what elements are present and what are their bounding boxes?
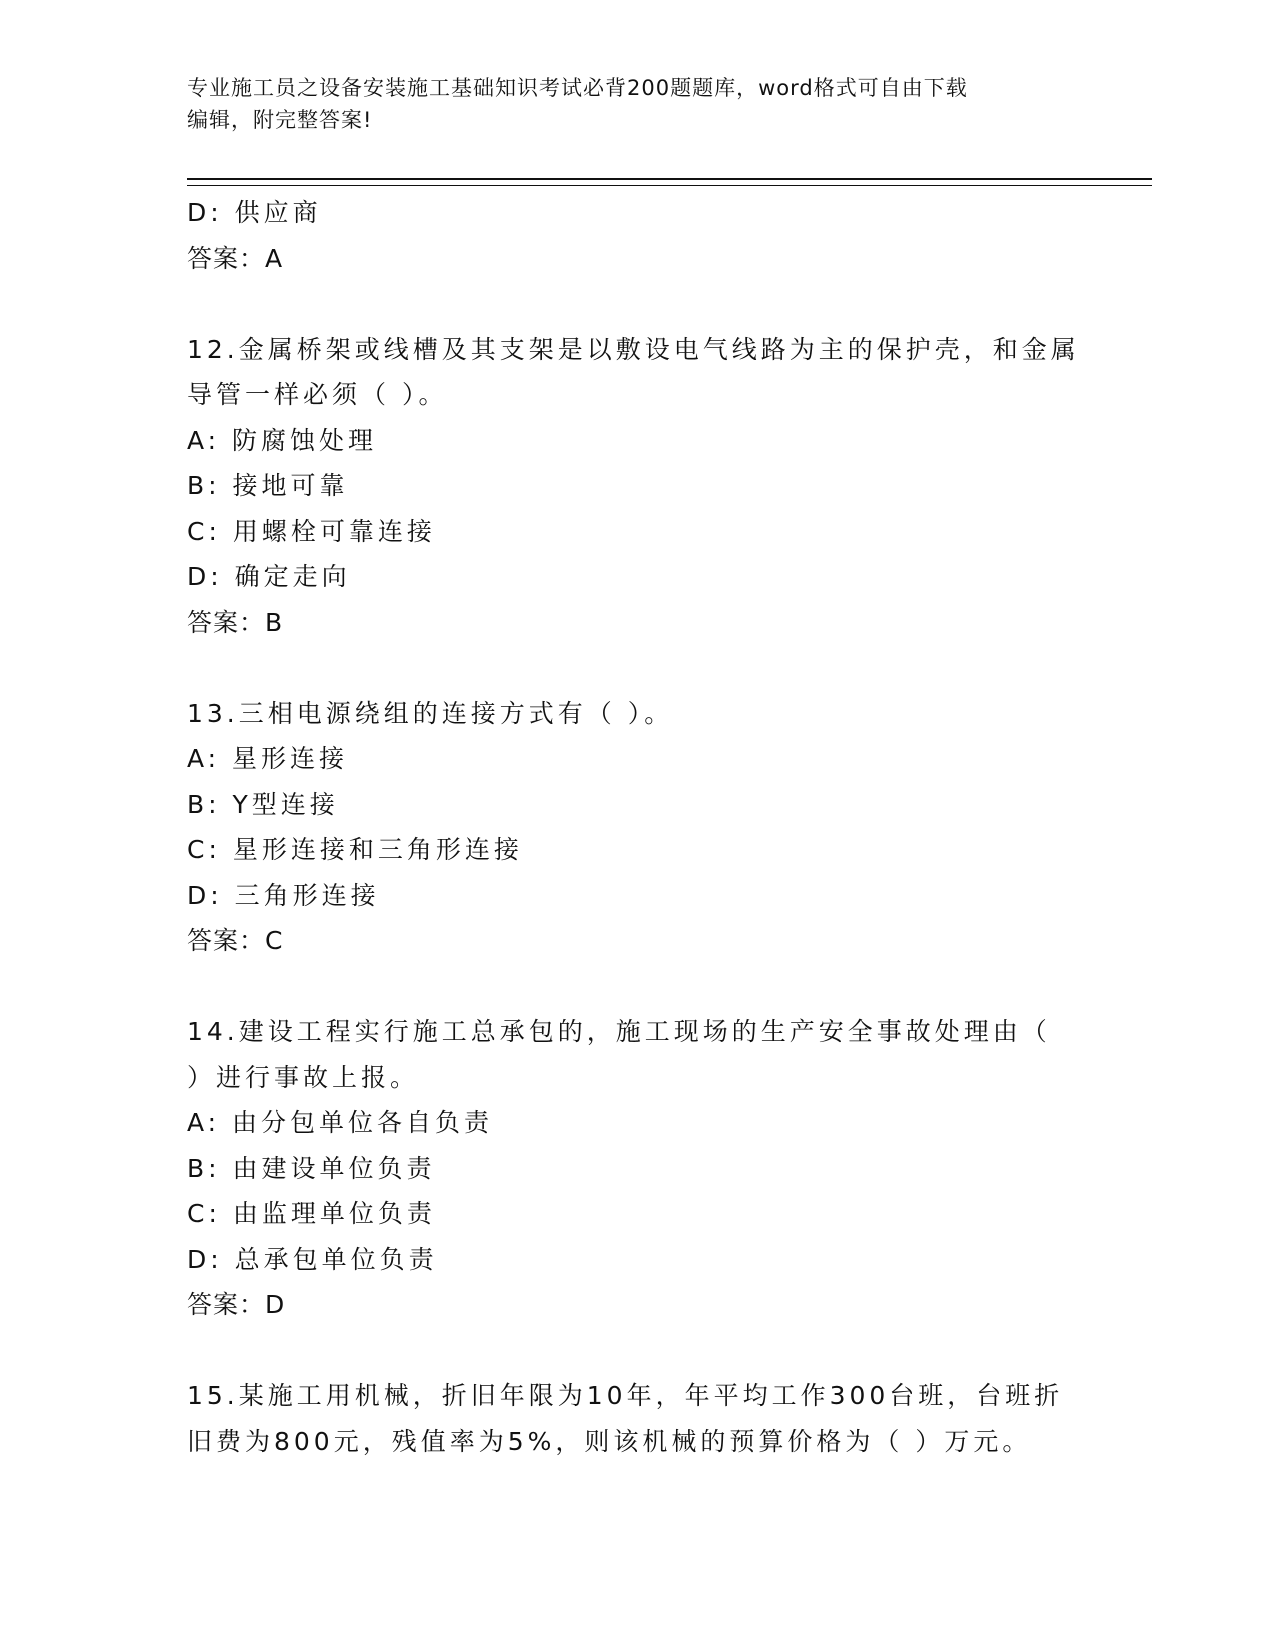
answer-label: 答案：B [187,607,284,637]
option-d: D: 三角形连接 [187,880,380,910]
option-a: A: 防腐蚀处理 [187,425,378,455]
spacer [187,281,1087,327]
spacer [187,964,1087,1010]
option-b: B: Y型连接 [187,789,339,819]
answer-label: 答案：D [187,1290,286,1319]
question-stem: 13.三相电源绕组的连接方式有（ ）。 [187,698,674,728]
option-d: D: 确定走向 [187,562,351,591]
question-stem: 导管一样必须（ ）。 [187,380,448,409]
question-stem: 12.金属桥架或线槽及其支架是以敷设电气线路为主的保护壳，和金属 [187,334,1080,364]
answer-label: 答案：A [187,243,284,273]
question-stem: 旧费为800元，残值率为5%，则该机械的预算价格为（ ）万元。 [187,1426,1032,1456]
option-a: A: 由分包单位各自负责 [187,1108,494,1137]
spacer [187,645,1087,691]
document-header [187,72,1077,136]
answer-label: 答案：C [187,926,284,955]
question-stem: 14.建设工程实行施工总承包的，施工现场的生产安全事故处理由（ [187,1017,1051,1046]
option-c: C: 星形连接和三角形连接 [187,835,523,864]
option-d: D: 供应商 [187,198,322,227]
header-title-line-1: 专业施工员之设备安装施工基础知识考试必背200题题库，word格式可自由下载 [187,76,968,100]
option-b: B: 接地可靠 [187,471,349,500]
option-d: D: 总承包单位负责 [187,1244,438,1274]
option-c: C: 用螺栓可靠连接 [187,516,436,546]
question-stem: 15.某施工用机械，折旧年限为10年，年平均工作300台班，台班折 [187,1381,1064,1410]
question-stem: ）进行事故上报。 [187,1062,420,1092]
spacer [187,1328,1087,1374]
option-c: C: 由监理单位负责 [187,1199,436,1228]
header-divider [187,178,1152,186]
question-content [187,190,1087,1464]
option-b: B: 由建设单位负责 [187,1153,436,1183]
header-title-line-2: 编辑，附完整答案! [187,108,373,132]
option-a: A: 星形连接 [187,744,349,773]
